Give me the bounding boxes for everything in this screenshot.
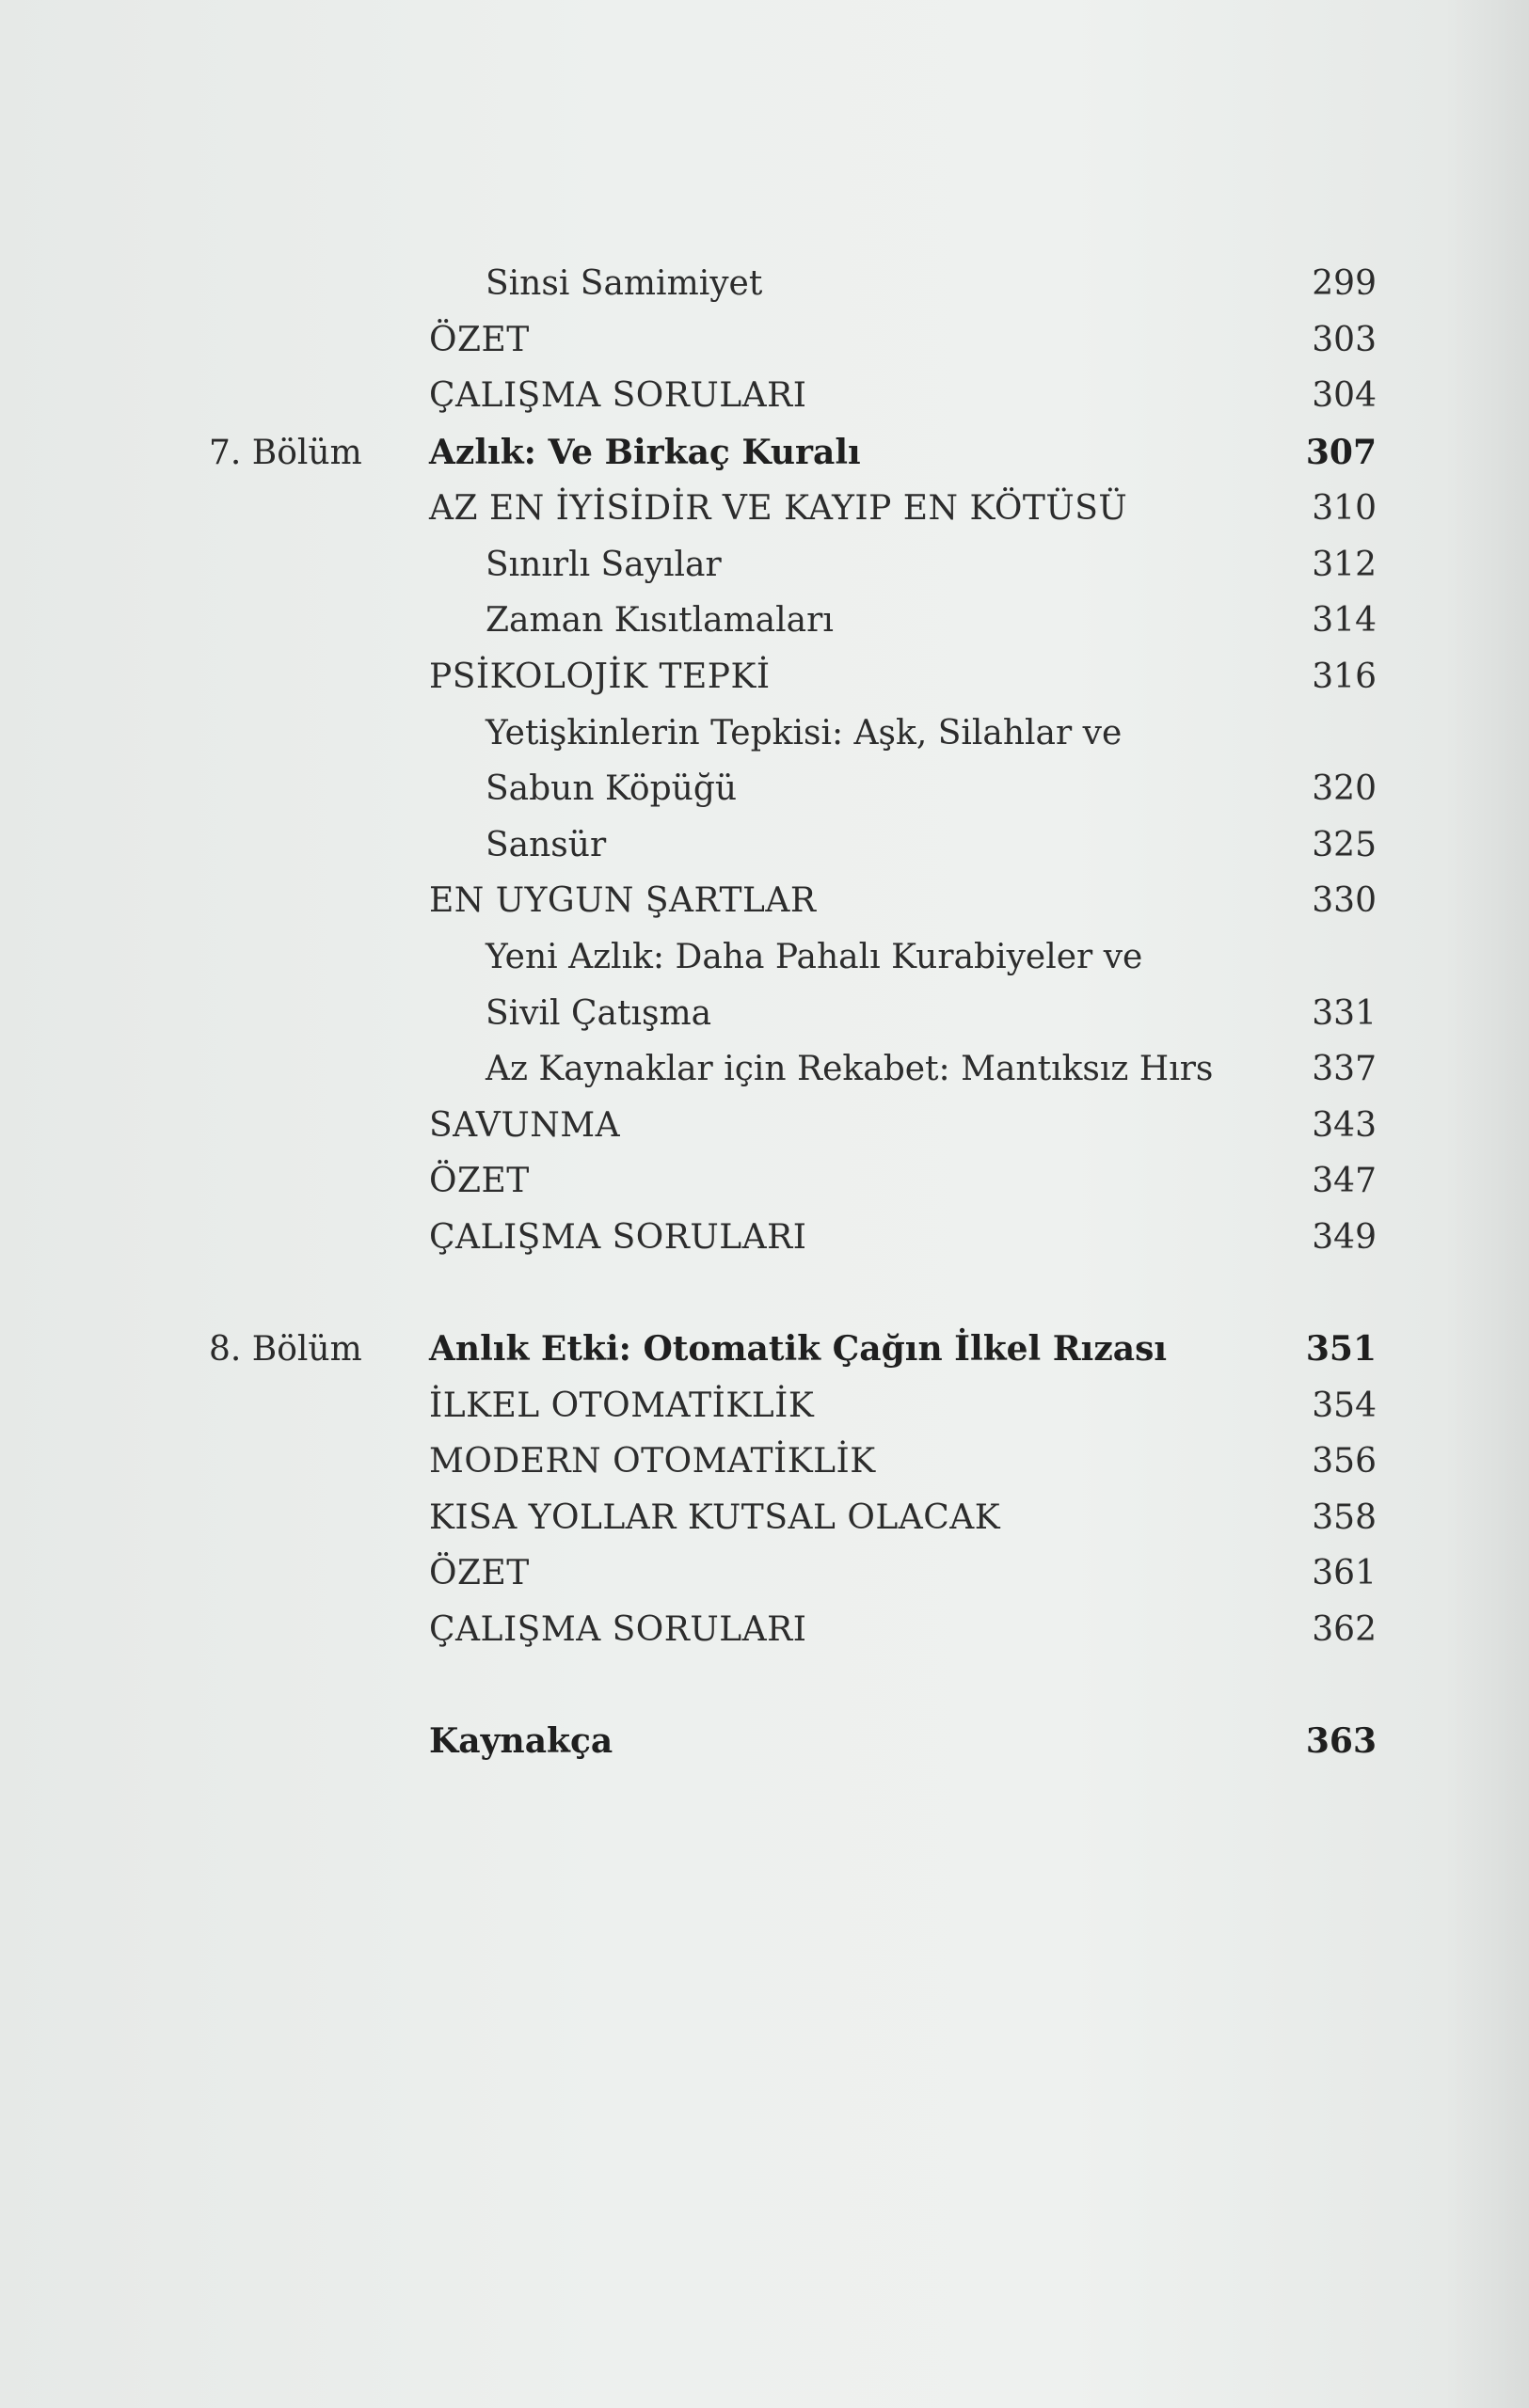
toc-page-number: 307 — [1305, 432, 1377, 472]
toc-entry-title: ÖZET — [429, 320, 530, 359]
toc-page-number: 354 — [1312, 1386, 1377, 1425]
toc-page-number: 337 — [1312, 1050, 1377, 1089]
toc-entry-title: ÇALIŞMA SORULARI — [429, 1610, 807, 1650]
toc-page-number: 320 — [1312, 769, 1377, 809]
toc-row — [0, 1153, 1529, 1210]
toc-entry-title: Sivil Çatışma — [486, 993, 712, 1033]
toc-page-number: 362 — [1312, 1610, 1377, 1650]
toc-entry-title: AZ EN İYİSİDİR VE KAYIP EN KÖTÜSÜ — [429, 489, 1128, 529]
toc-entry-title: İLKEL OTOMATİKLİK — [429, 1386, 815, 1425]
chapter-title: Azlık: Ve Birkaç Kuralı — [429, 432, 861, 472]
toc-entry-title: Sansür — [486, 825, 607, 864]
toc-page-number: 349 — [1312, 1217, 1377, 1257]
toc-page-number: 356 — [1312, 1442, 1377, 1481]
toc-entry-title: ÇALIŞMA SORULARI — [429, 1217, 807, 1257]
toc-row — [0, 929, 1529, 986]
toc-page-number: 312 — [1312, 545, 1377, 584]
toc-row — [0, 1378, 1529, 1434]
toc-entry-title: KISA YOLLAR KUTSAL OLACAK — [429, 1497, 1001, 1537]
toc-entry-title: Sabun Köpüğü — [486, 769, 738, 809]
toc-row — [0, 1490, 1529, 1546]
toc-row — [0, 312, 1529, 369]
toc-row — [0, 256, 1529, 312]
toc-page-number: 299 — [1312, 264, 1377, 303]
table-of-contents — [0, 256, 1529, 1770]
toc-row — [0, 1714, 1529, 1770]
toc-chapter-row — [0, 425, 1529, 482]
toc-entry-title: PSİKOLOJİK TEPKİ — [429, 657, 771, 696]
toc-page-number: 316 — [1312, 657, 1377, 696]
toc-row — [0, 1602, 1529, 1658]
toc-row — [0, 705, 1529, 762]
toc-row — [0, 1041, 1529, 1098]
chapter-title: Anlık Etki: Otomatik Çağın İlkel Rızası — [429, 1329, 1168, 1370]
toc-page-number: 331 — [1312, 993, 1377, 1033]
chapter-label: 7. Bölüm — [209, 433, 362, 472]
chapter-label: 8. Bölüm — [209, 1330, 362, 1370]
toc-row — [0, 593, 1529, 649]
toc-entry-title: Yetişkinlerin Tepkisi: Aşk, Silahlar ve — [486, 713, 1123, 752]
toc-row — [0, 1098, 1529, 1154]
toc-entry-title: SAVUNMA — [429, 1105, 621, 1145]
toc-entry-title: ÇALIŞMA SORULARI — [429, 376, 807, 416]
toc-page-number: 363 — [1305, 1721, 1377, 1762]
toc-entry-title: EN UYGUN ŞARTLAR — [429, 881, 817, 921]
toc-page-number: 343 — [1312, 1105, 1377, 1145]
toc-entry-title: Yeni Azlık: Daha Pahalı Kurabiyeler ve — [486, 937, 1143, 976]
toc-row — [0, 761, 1529, 817]
toc-row — [0, 817, 1529, 874]
bibliography-title: Kaynakça — [429, 1721, 613, 1762]
toc-row — [0, 1434, 1529, 1490]
toc-row — [0, 537, 1529, 594]
toc-page-number: 361 — [1312, 1554, 1377, 1593]
toc-page-number: 325 — [1312, 825, 1377, 864]
toc-page-number: 351 — [1305, 1329, 1377, 1370]
toc-page-number: 304 — [1312, 376, 1377, 416]
toc-row — [0, 481, 1529, 537]
toc-page-number: 358 — [1312, 1497, 1377, 1537]
toc-row — [0, 649, 1529, 705]
toc-chapter-row — [0, 1322, 1529, 1378]
toc-page-number: 347 — [1312, 1162, 1377, 1201]
toc-page-number: 310 — [1312, 489, 1377, 529]
toc-entry-title: Zaman Kısıtlamaları — [486, 601, 834, 641]
toc-entry-title: Sinsi Samimiyet — [486, 264, 763, 303]
toc-entry-title: MODERN OTOMATİKLİK — [429, 1442, 876, 1481]
toc-row — [0, 873, 1529, 929]
toc-entry-title: Az Kaynaklar için Rekabet: Mantıksız Hırs — [486, 1050, 1214, 1089]
toc-row — [0, 1210, 1529, 1266]
toc-entry-title: ÖZET — [429, 1162, 530, 1201]
toc-page-number: 330 — [1312, 881, 1377, 921]
toc-row — [0, 368, 1529, 424]
toc-page-number: 314 — [1312, 601, 1377, 641]
toc-page-number: 303 — [1312, 320, 1377, 359]
toc-entry-title: Sınırlı Sayılar — [486, 545, 722, 584]
toc-entry-title: ÖZET — [429, 1554, 530, 1593]
toc-row — [0, 1545, 1529, 1602]
toc-row — [0, 986, 1529, 1042]
